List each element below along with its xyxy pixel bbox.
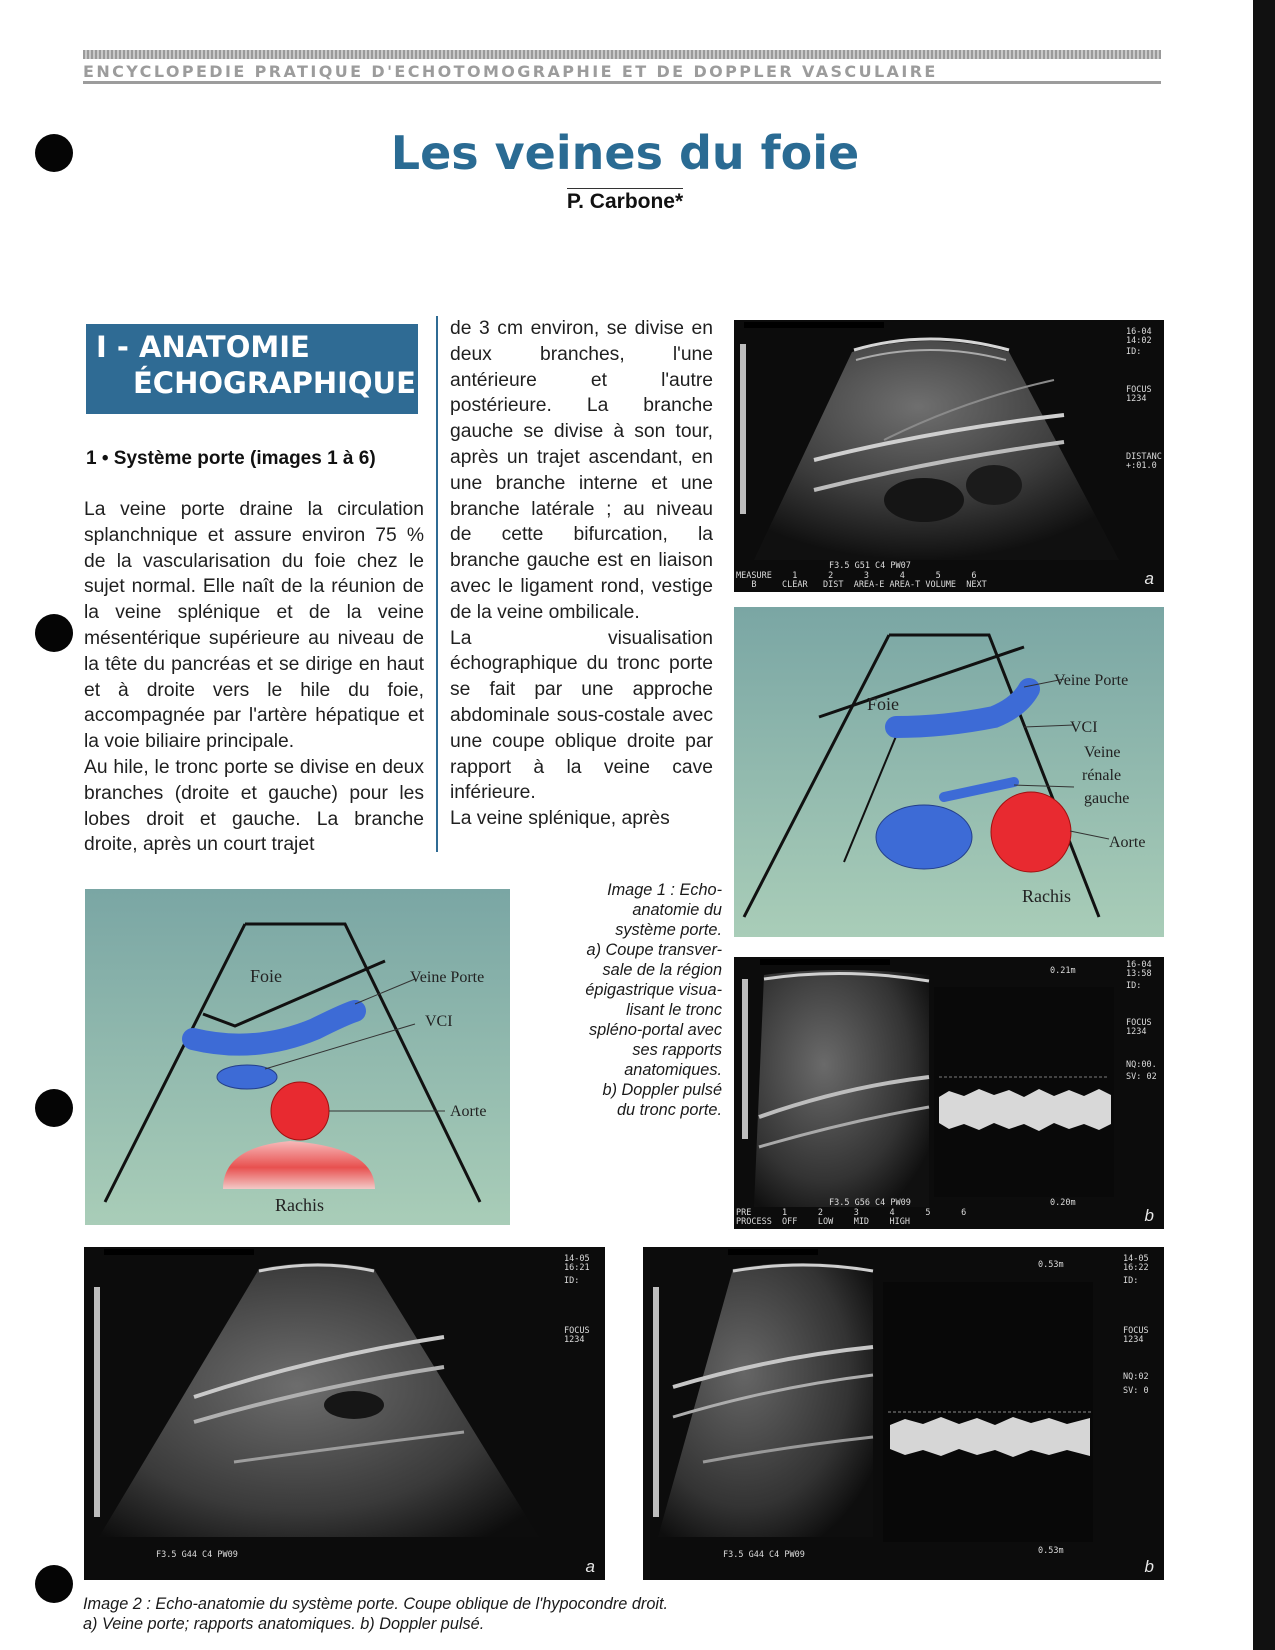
scan-marker-bar <box>104 1249 254 1255</box>
scan-time: 16:22 <box>1123 1263 1149 1273</box>
scan-id: ID: <box>1126 347 1142 357</box>
caption-line: a) Coupe transver- <box>586 941 722 959</box>
scan-date: 14-05 <box>1123 1254 1149 1264</box>
figure-letter: b <box>1144 1557 1154 1576</box>
scan-time: 13:58 <box>1126 969 1152 979</box>
anatomy-diagram-2 <box>85 889 510 1225</box>
scan-date: 14-05 <box>564 1254 590 1264</box>
article-title: Les veines du foie <box>390 126 860 180</box>
scan-focus: FOCUS <box>1126 385 1152 395</box>
ultrasound-image-2a <box>84 1247 605 1580</box>
scan-date: 16-04 <box>1126 327 1152 337</box>
scan-menu: MEASURE 1 2 3 4 5 6 <box>736 571 977 581</box>
section-heading-line2: ÉCHOGRAPHIQUE <box>133 366 416 400</box>
doppler-nq: NQ:02 <box>1123 1372 1149 1382</box>
caption-line: épigastrique visua- <box>585 981 722 999</box>
diagram-label-portal-vein: Veine Porte <box>410 969 485 986</box>
running-title: ENCYCLOPEDIE PRATIQUE D'ECHOTOMOGRAPHIE ET DE DOPPLER VASCULAIRE <box>83 62 938 81</box>
diagram-label-renal-vein-2: rénale <box>1082 767 1122 784</box>
scan-focus-value: 1234 <box>1126 394 1147 404</box>
figure-caption-image-1 <box>540 880 722 1120</box>
caption-line: a) Veine porte; rapports anatomiques. b) Doppler pulsé. <box>83 1615 485 1633</box>
scan-id: ID: <box>1126 981 1142 991</box>
scan-params: F3.5 G51 C4 PW07 <box>829 561 911 571</box>
section-heading-line1: I - ANATOMIE <box>96 330 310 364</box>
article-author <box>0 190 1250 214</box>
caption-line: sale de la région <box>602 961 722 979</box>
caption-line: du tronc porte. <box>617 1101 722 1119</box>
doppler-sv: SV: 0 <box>1123 1386 1149 1396</box>
diagram-label-ivc: VCI <box>425 1013 453 1030</box>
paragraph: La veine splénique, après <box>450 808 670 830</box>
ultrasound-image-1a <box>734 320 1164 592</box>
diagram-label-spine: Rachis <box>275 1195 324 1215</box>
ultrasound-doppler <box>643 1247 1164 1580</box>
scan-distance-value: +:01.0 <box>1126 461 1157 471</box>
scan-params: F3.5 G44 C4 PW09 <box>156 1550 238 1560</box>
scan-params: F3.5 G44 C4 PW09 <box>723 1550 805 1560</box>
diagram-label-spine: Rachis <box>1022 886 1071 906</box>
caption-line: Image 1 : Echo- <box>607 881 722 899</box>
doppler-depth-top: 0.21m <box>1050 966 1076 976</box>
doppler-nq: NQ:00. <box>1126 1060 1157 1070</box>
binder-hole <box>35 1565 73 1603</box>
page-edge-shadow <box>1253 0 1275 1650</box>
header-rule <box>83 81 1161 84</box>
scan-focus-value: 1234 <box>1126 1027 1147 1037</box>
diagram-label-aorta: Aorte <box>450 1103 487 1120</box>
binder-hole <box>35 1089 73 1127</box>
scan-params: F3.5 G56 C4 PW09 <box>829 1198 911 1208</box>
scan-focus: FOCUS <box>1126 1018 1152 1028</box>
scan-marker-bar <box>728 1249 818 1255</box>
paragraph: La visualisation échographique du tronc porte se fait par une approche abdominale sous-costale avec une coupe oblique droite par rapport à la veine cave inférieure. <box>450 627 713 804</box>
diagram-svg <box>85 889 510 1225</box>
scan-time: 16:21 <box>564 1263 590 1273</box>
figure-caption-image-2 <box>83 1594 668 1634</box>
diagram-label-liver: Foie <box>867 694 900 714</box>
diagram-label-aorta: Aorte <box>1109 834 1146 851</box>
doppler-sv: SV: 02 <box>1126 1072 1157 1082</box>
scan-menu: PRE 1 2 3 4 5 6 <box>736 1208 967 1218</box>
scan-date: 16-04 <box>1126 960 1152 970</box>
scan-marker-bar <box>744 322 884 328</box>
column-divider <box>436 316 438 852</box>
ultrasound-image-1b <box>734 957 1164 1229</box>
doppler-depth-bottom: 0.20m <box>1050 1198 1076 1208</box>
caption-line: anatomiques. <box>624 1061 722 1079</box>
section-heading <box>86 324 418 414</box>
paragraph: de 3 cm environ, se divise en deux branches, l'une antérieure et l'autre postérieure. La branche gauche se divise à son tour, après un trajet ascendant, en une branche interne et une branche latérale ; au niveau de cette bifurcation, la branche gauche est en liaison avec le ligament rond, vestige de la veine ombilicale. <box>450 318 713 623</box>
scan-focus: FOCUS <box>564 1326 590 1336</box>
paragraph: Au hile, le tronc porte se divise en deux branches (droite et gauche) pour les lobes droit et gauche. La branche droite, après un court trajet <box>84 756 424 856</box>
body-column-2 <box>450 316 713 832</box>
caption-line: anatomie du <box>632 901 722 919</box>
caption-line: ses rapports <box>632 1041 722 1059</box>
caption-line: b) Doppler pulsé <box>602 1081 722 1099</box>
caption-line: système porte. <box>615 921 722 939</box>
figure-letter: a <box>1144 569 1154 588</box>
paragraph: La veine porte draine la circulation splanchnique et assure environ 75 % de la vascularisation du foie chez le sujet normal. Elle naît de la réunion de la veine splénique et de la veine mésentérique supérieure au niveau de la tête du pancréas et se dirige en haut et à droite vers le hile du foie, accompagnée par l'artère hépatique et la voie biliaire principale. <box>84 499 424 753</box>
header-stripe <box>83 50 1161 59</box>
scan-menu-options: PROCESS OFF LOW MID HIGH <box>736 1217 910 1227</box>
diagram-label-ivc: VCI <box>1070 719 1098 736</box>
figure-letter: a <box>585 1557 595 1576</box>
ultrasound-doppler <box>734 957 1164 1229</box>
caption-line: spléno-portal avec <box>588 1021 722 1039</box>
scan-time: 14:02 <box>1126 336 1152 346</box>
scan-id: ID: <box>1123 1276 1139 1286</box>
scan-menu-options: B CLEAR DIST AREA-E AREA-T VOLUME NEXT <box>736 580 987 590</box>
scan-focus: FOCUS <box>1123 1326 1149 1336</box>
doppler-depth-top: 0.53m <box>1038 1260 1064 1270</box>
author-name: P. Carbone* <box>566 190 684 213</box>
scan-distance: DISTANC <box>1126 452 1162 462</box>
binder-hole <box>35 614 73 652</box>
diagram-label-renal-vein-3: gauche <box>1084 790 1130 807</box>
scan-id: ID: <box>564 1276 580 1286</box>
scan-focus-value: 1234 <box>564 1335 585 1345</box>
caption-line: Image 2 : Echo-anatomie du système porte. Coupe oblique de l'hypocondre droit. <box>83 1595 669 1613</box>
running-header <box>83 50 1161 84</box>
doppler-depth-bottom: 0.53m <box>1038 1546 1064 1556</box>
scan-focus-value: 1234 <box>1123 1335 1144 1345</box>
subsection-heading: 1 • Système porte (images 1 à 6) <box>86 448 376 469</box>
body-column-1 <box>84 497 424 858</box>
anatomy-diagram-1 <box>734 607 1164 937</box>
diagram-svg <box>734 607 1164 937</box>
ultrasound-scan <box>734 320 1164 592</box>
diagram-label-liver: Foie <box>250 966 283 986</box>
caption-line: lisant le tronc <box>626 1001 722 1019</box>
ultrasound-scan <box>84 1247 605 1580</box>
scan-marker-bar <box>760 959 890 965</box>
ultrasound-image-2b <box>643 1247 1164 1580</box>
diagram-label-portal-vein: Veine Porte <box>1054 672 1129 689</box>
diagram-label-renal-vein-1: Veine <box>1084 744 1121 761</box>
figure-letter: b <box>1144 1206 1154 1225</box>
